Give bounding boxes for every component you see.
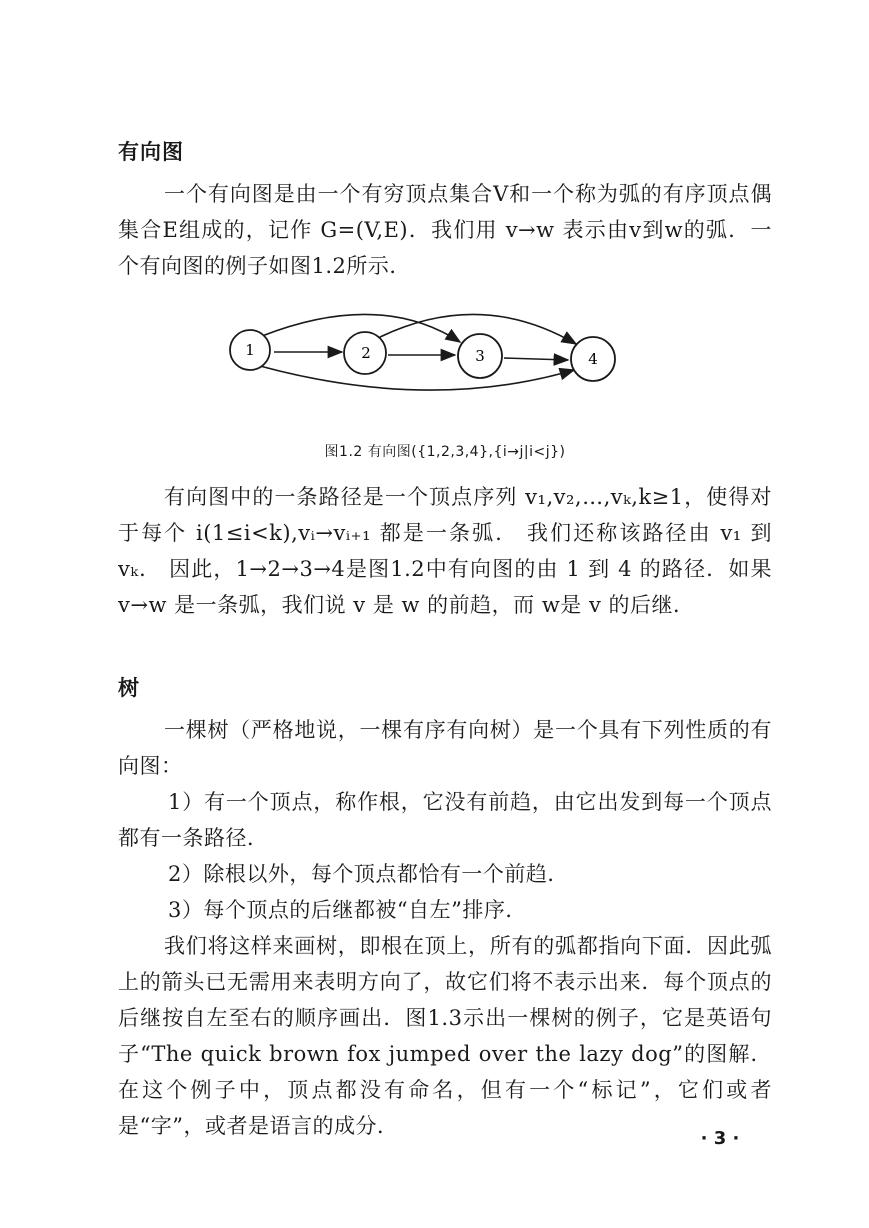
page-number: · 3 · — [700, 1128, 740, 1149]
directed-graph-definition — [118, 176, 772, 284]
node-2 — [344, 332, 386, 374]
section-heading-directed-graph: 有向图 — [118, 140, 184, 164]
path-definition — [118, 479, 772, 623]
node-3 — [458, 334, 502, 378]
node-2-label: 2 — [361, 344, 371, 362]
node-3-label: 3 — [475, 347, 485, 365]
section-heading-tree: 树 — [118, 676, 140, 700]
paragraph: 有向图中的一条路径是一个顶点序列 v₁,v₂,…,vₖ,k≥1，使得对于每个 i(1≤i<k),vᵢ→vᵢ₊₁ 都是一条弧． 我们还称该路径由 v₁ 到 vₖ． 因此，1→2→3→4是图1.2中有向图的由 1 到 4 的路径．如果 v→w 是一条弧，我们说 v 是 w 的前趋，而 w是 v 的后继． — [118, 485, 772, 617]
edge-3-4 — [504, 358, 568, 360]
node-1 — [230, 330, 270, 370]
node-1-label: 1 — [245, 341, 255, 359]
tree-definition — [118, 712, 772, 1144]
node-4-label: 4 — [588, 350, 598, 368]
paragraph: 一棵树（严格地说，一棵有序有向树）是一个具有下列性质的有向图： — [118, 718, 772, 778]
edge-1-4 — [260, 366, 574, 390]
directed-graph-figure — [0, 300, 869, 410]
list-item: 1）有一个顶点，称作根，它没有前趋，由它出发到每一个顶点都有一条路径． — [118, 790, 772, 850]
list-item: 2）除根以外，每个顶点都恰有一个前趋． — [168, 862, 569, 886]
list-item: 3）每个顶点的后继都被“自左”排序． — [168, 898, 527, 922]
paragraph: 我们将这样来画树，即根在顶上，所有的弧都指向下面．因此弧上的箭头已无需用来表明方向了，故它们将不表示出来．每个顶点的后继按自左至右的顺序画出．图1.3示出一棵树的例子，它是英语句子“The quick brown fox jumped over the lazy dog”的图解．在这个例子中，顶点都没有命名，但有一个“标记”，它们或者是“字”，或者是语言的成分． — [118, 934, 772, 1138]
paragraph: 一个有向图是由一个有穷顶点集合V和一个称为弧的有序顶点偶集合E组成的，记作 G=(V,E)．我们用 v→w 表示由v到w的弧．一个有向图的例子如图1.2所示． — [118, 182, 772, 278]
node-4 — [571, 337, 615, 381]
figure-caption: 图1.2 有向图({1,2,3,4},{i→j|i<j}) — [324, 444, 566, 460]
